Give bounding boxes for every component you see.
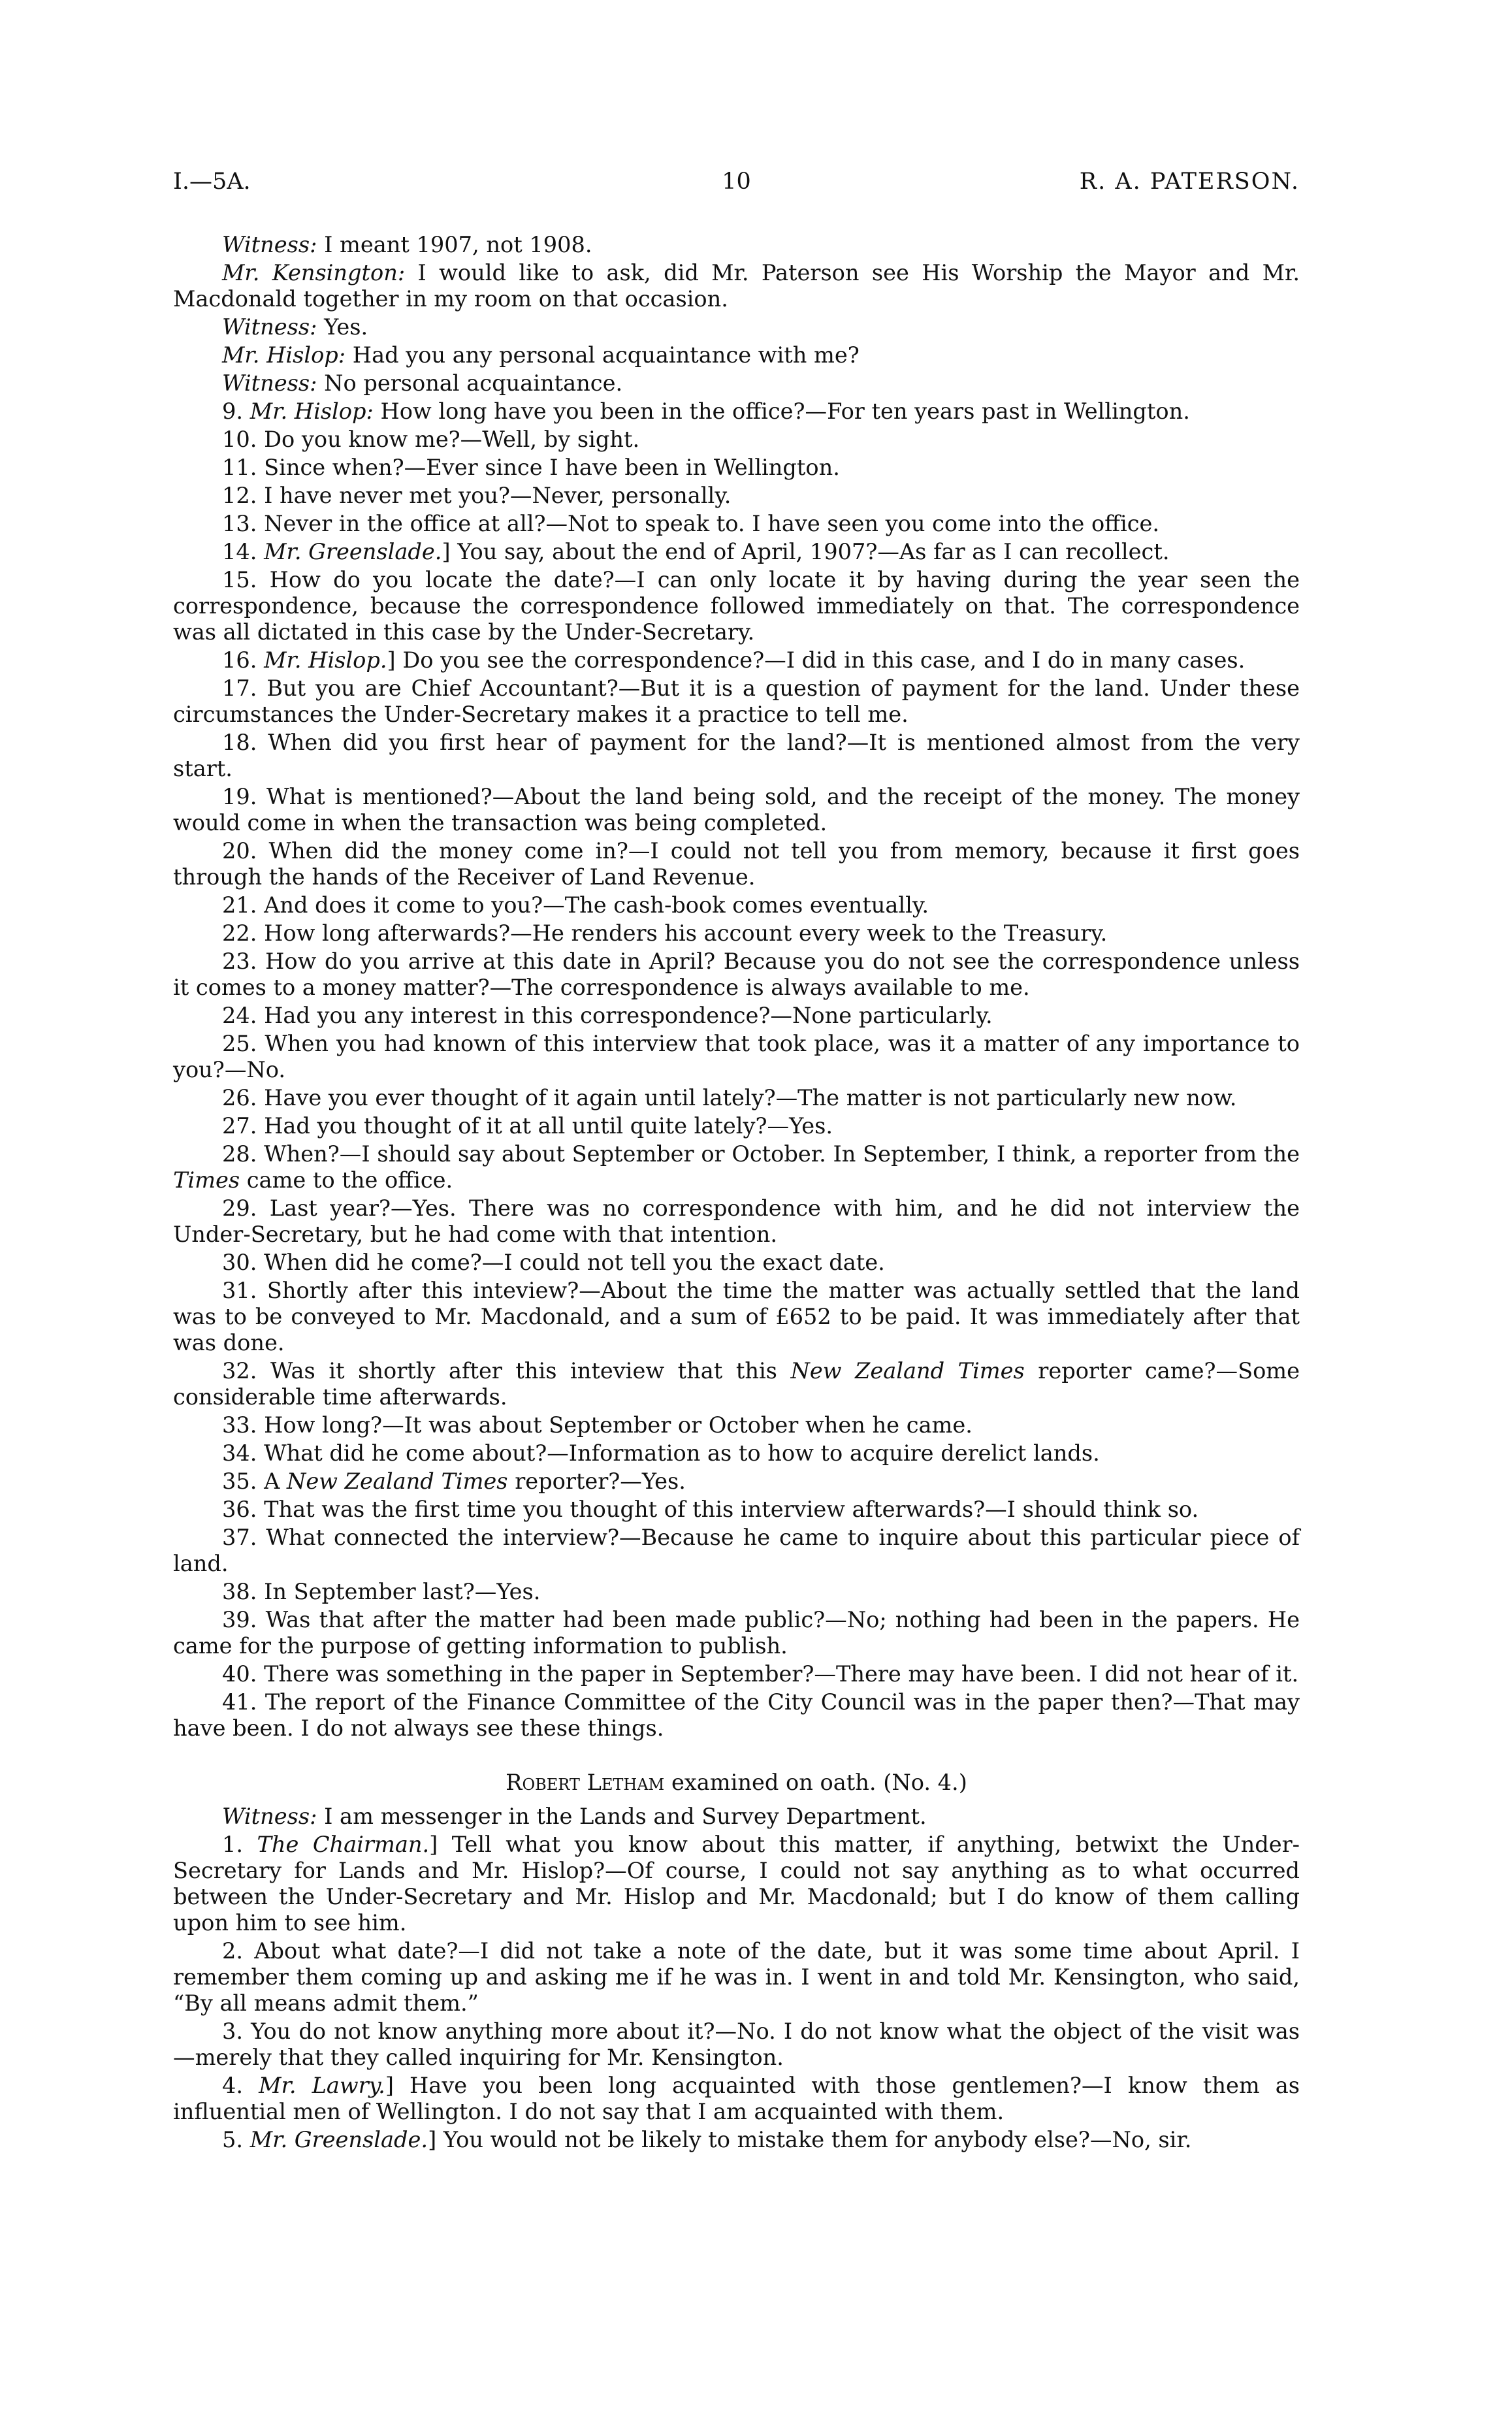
paragraph-text: 23. How do you arrive at this date in April? Because you do not see the correspondence unless it comes to a money matter?—The correspondence is always available to me.	[173, 948, 1300, 1000]
speaker-label: Mr. Hislop:	[222, 342, 346, 368]
letham-testimony	[173, 1804, 1300, 2153]
paragraph-text: ] You say, about the end of April, 1907?—As far as I can recollect.	[442, 539, 1170, 564]
speaker-label: Mr. Lawry.	[259, 2073, 385, 2098]
paragraph-text: 40. There was something in the paper in September?—There may have been. I did not hear of it.	[222, 1661, 1299, 1687]
paragraph-text: I would like to ask, did Mr. Paterson see His Worship the Mayor and Mr. Macdonald together in my room on that occasion.	[173, 260, 1300, 312]
paragraph-text: came to the office.	[240, 1167, 453, 1193]
speaker-label: Witness:	[222, 1804, 317, 1829]
paragraph-text: 31. Shortly after this inteview?—About the time the matter was actually settled that the land was to be conveyed to Mr. Macdonald, and a sum of £652 to be paid. It was immediately after that was done.	[173, 1278, 1300, 1355]
paragraph	[173, 260, 1300, 312]
paragraph	[173, 1358, 1300, 1410]
paragraph-text: 18. When did you first hear of payment for the land?—It is mentioned almost from the very start.	[173, 730, 1300, 781]
paragraph	[173, 483, 1300, 509]
paragraph	[173, 1031, 1300, 1083]
paragraph-text: 35. A	[222, 1468, 287, 1494]
speaker-label: Mr. Hislop:	[249, 398, 374, 424]
paragraph	[173, 1689, 1300, 1742]
paragraph	[173, 1804, 1300, 1830]
paragraph	[173, 948, 1300, 1001]
paragraph-text: 19. What is mentioned?—About the land being sold, and the receipt of the money. The money would come in when the transaction was being completed.	[173, 784, 1300, 835]
paragraph-text: 38. In September last?—Yes.	[222, 1579, 541, 1604]
speaker-label: Witness:	[222, 370, 317, 396]
paragraph	[173, 511, 1300, 537]
paragraph	[173, 1832, 1300, 1936]
speaker-label: The Chairman.	[257, 1832, 430, 1857]
paragraph-text: 13. Never in the office at all?—Not to speak to. I have seen you come into the office.	[222, 511, 1160, 536]
speaker-label: Times	[173, 1167, 240, 1193]
paragraph-text: How long have you been in the office?—For ten years past in Wellington.	[373, 398, 1190, 424]
paragraph	[173, 1250, 1300, 1276]
paragraph	[173, 2018, 1300, 2071]
paragraph	[173, 1440, 1300, 1467]
paragraph-text: 14.	[222, 539, 265, 564]
paragraph	[173, 1278, 1300, 1356]
paragraph	[173, 784, 1300, 836]
speaker-label: Mr. Kensington:	[222, 260, 406, 285]
paragraph-text: 5.	[222, 2127, 250, 2152]
paragraph	[173, 1113, 1300, 1139]
paragraph	[173, 1579, 1300, 1605]
paragraph-text: 10. Do you know me?—Well, by sight.	[222, 427, 640, 452]
paragraph	[173, 1003, 1300, 1029]
paragraph	[173, 427, 1300, 453]
page-header	[173, 169, 1300, 208]
paragraph-text: I am messenger in the Lands and Survey Department.	[317, 1804, 927, 1829]
paragraph	[173, 1085, 1300, 1111]
paragraph	[173, 1938, 1300, 2017]
paragraph-text: 20. When did the money come in?—I could not tell you from memory, because it first goes through the hands of the Receiver of Land Revenue.	[173, 838, 1300, 890]
paragraph-text: reporter came?—Some considerable time afterwards.	[173, 1358, 1300, 1410]
page-number: 10	[722, 169, 751, 195]
paragraph	[173, 892, 1300, 918]
paragraph-text: 2. About what date?—I did not take a note of the date, but it was some time about April. I remember them coming up and asking me if he was in. I went in and told Mr. Kensington, who said, “By all means admit them.”	[173, 1938, 1300, 2016]
speaker-label: Mr. Hislop.	[264, 647, 387, 673]
paragraph	[173, 1468, 1300, 1495]
paragraph-text: 17. But you are Chief Accountant?—But it is a question of payment for the land. Under these circumstances the Under-Secretary makes it a practice to tell me.	[173, 675, 1300, 727]
paragraph-text: 1.	[222, 1832, 257, 1857]
witness-name-header: R. A. PATERSON.	[1079, 169, 1300, 195]
paragraph-text: 32. Was it shortly after this inteview that this	[222, 1358, 791, 1384]
paragraph-text: Had you any personal acquaintance with me?	[346, 342, 860, 368]
paragraph	[173, 455, 1300, 481]
paragraph-text: 26. Have you ever thought of it again until lately?—The matter is not particularly new now.	[222, 1085, 1237, 1110]
speaker-label: Mr. Greenslade.	[249, 2127, 428, 2152]
paragraph-text: 16.	[222, 647, 265, 673]
speaker-label: Witness:	[222, 232, 317, 257]
paragraph	[173, 1195, 1300, 1248]
paragraph	[173, 2073, 1300, 2125]
paragraph-text: 29. Last year?—Yes. There was no correspondence with him, and he did not interview the Under-Secretary, but he had come with that intention.	[173, 1195, 1300, 1247]
paragraph-text: ] Tell what you know about this matter, if anything, betwixt the Under-Secretary for Lands and Mr. Hislop?—Of course, I could not say anything as to what occurred between the Under-Secretary and Mr. Hislop and Mr. Macdonald; but I do know of them calling upon him to see him.	[173, 1832, 1300, 1936]
paragraph	[173, 730, 1300, 782]
paragraph	[173, 838, 1300, 890]
paragraph-text: 36. That was the first time you thought of this interview afterwards?—I should think so.	[222, 1497, 1199, 1522]
paragraph-text: I meant 1907, not 1908.	[317, 232, 592, 257]
paragraph-text: reporter?—Yes.	[507, 1468, 686, 1494]
paragraph-text: No personal acquaintance.	[317, 370, 623, 396]
paragraph	[173, 1412, 1300, 1438]
paragraph-text: 27. Had you thought of it at all until quite lately?—Yes.	[222, 1113, 833, 1139]
paragraph	[173, 1661, 1300, 1687]
paragraph	[173, 1525, 1300, 1577]
paragraph	[173, 539, 1300, 565]
paragraph	[173, 370, 1300, 397]
paragraph-text: 25. When you had known of this interview that took place, was it a matter of any importance to you?—No.	[173, 1031, 1300, 1082]
paragraph	[173, 232, 1300, 258]
paragraph-text: 21. And does it come to you?—The cash-book comes eventually.	[222, 892, 929, 918]
paragraph-text: 37. What connected the interview?—Because he came to inquire about this particular piece of land.	[173, 1525, 1300, 1576]
witness-heading-name: Robert Letham	[506, 1770, 665, 1795]
paragraph	[173, 647, 1300, 673]
paragraph-text: 34. What did he come about?—Information as to how to acquire derelict lands.	[222, 1440, 1100, 1466]
paragraph	[173, 2127, 1300, 2153]
witness-heading-text: examined on oath. (No. 4.)	[664, 1770, 967, 1795]
paragraph-text: ] Have you been long acquainted with those gentlemen?—I know them as influential men of Wellington. I do not say that I am acquainted with them.	[173, 2073, 1300, 2124]
paragraph	[173, 1497, 1300, 1523]
paragraph-text: 15. How do you locate the date?—I can only locate it by having during the year seen the correspondence, because the correspondence followed immediately on that. The correspondence was all dictated in this case by the Under-Secretary.	[173, 567, 1300, 645]
paragraph-text: 39. Was that after the matter had been made public?—No; nothing had been in the papers. He came for the purpose of getting information to publish.	[173, 1607, 1300, 1659]
paragraph	[173, 920, 1300, 947]
paragraph	[173, 342, 1300, 368]
transcript-body	[173, 232, 1300, 2153]
paragraph-text: 11. Since when?—Ever since I have been in Wellington.	[222, 455, 840, 480]
paragraph-text: 33. How long?—It was about September or October when he came.	[222, 1412, 973, 1438]
paragraph	[173, 314, 1300, 340]
paragraph	[173, 1607, 1300, 1659]
paragraph-text: 41. The report of the Finance Committee of the City Council was in the paper then?—That may have been. I do not always see these things.	[173, 1689, 1300, 1741]
speaker-label: New Zealand Times	[790, 1358, 1025, 1384]
paragraph-text: ] You would not be likely to mistake them for anybody else?—No, sir.	[428, 2127, 1192, 2152]
paterson-testimony	[173, 232, 1300, 1742]
speaker-label: Mr. Greenslade.	[264, 539, 442, 564]
speaker-label: Witness:	[222, 314, 317, 340]
paragraph-text: 3. You do not know anything more about it?—No. I do not know what the object of the visit was—merely that they called inquiring for Mr. Kensington.	[173, 2018, 1300, 2070]
paragraph-text: 9.	[222, 398, 250, 424]
paragraph-text: ] Do you see the correspondence?—I did in this case, and I do in many cases.	[387, 647, 1246, 673]
paragraph-text: 22. How long afterwards?—He renders his account every week to the Treasury.	[222, 920, 1108, 946]
paragraph-text: 4.	[222, 2073, 259, 2098]
witness-heading	[173, 1770, 1300, 1796]
paragraph-text: Yes.	[317, 314, 368, 340]
paragraph-text: 12. I have never met you?—Never, personally.	[222, 483, 732, 508]
paragraph	[173, 1141, 1300, 1193]
paragraph-text: 24. Had you any interest in this correspondence?—None particularly.	[222, 1003, 993, 1028]
paragraph	[173, 675, 1300, 728]
paragraph-text: 30. When did he come?—I could not tell you the exact date.	[222, 1250, 885, 1275]
speaker-label: New Zealand Times	[287, 1468, 508, 1494]
document-reference: I.—5A.	[173, 169, 251, 195]
paragraph-text: 28. When?—I should say about September or October. In September, I think, a reporter from the	[222, 1141, 1300, 1167]
paragraph	[173, 398, 1300, 425]
paragraph	[173, 567, 1300, 645]
